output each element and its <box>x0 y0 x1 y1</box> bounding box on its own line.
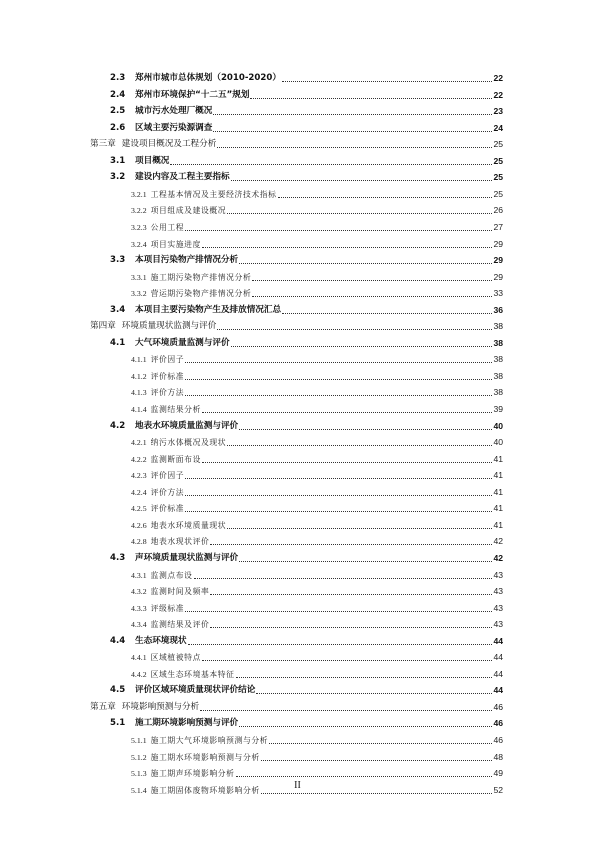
toc-entry[interactable] <box>131 749 503 763</box>
toc-entry-title: 评价方法 <box>150 487 185 497</box>
toc-entry-title: 施工期污染物产排情况分析 <box>150 272 252 282</box>
toc-entry-number: 第三章 <box>90 139 116 150</box>
toc-entry-title: 评价区域环境质量现状评价结论 <box>135 685 256 696</box>
toc-entry-title: 郑州市城市总体规划（2010-2020） <box>135 73 281 83</box>
dot-leader <box>269 743 492 744</box>
toc-entry-title: 建设项目概况及工程分析 <box>121 139 217 150</box>
toc-entry-number: 4.3 <box>110 552 126 563</box>
toc-entry-page: 39 <box>493 404 503 414</box>
toc-entry-number: 4.2.6 <box>131 520 147 530</box>
toc-entry[interactable] <box>131 583 503 597</box>
toc-entry[interactable] <box>131 269 503 283</box>
toc-entry-number: 4.2.5 <box>131 504 147 514</box>
dot-leader <box>252 280 492 281</box>
toc-entry[interactable] <box>131 186 503 200</box>
dot-leader <box>202 247 492 248</box>
toc-entry-page: 25 <box>493 188 503 199</box>
toc-entry-number: 4.1.2 <box>131 371 147 381</box>
toc-entry-number: 2.3 <box>110 73 126 83</box>
toc-entry[interactable] <box>110 120 503 134</box>
toc-entry-number: 2.6 <box>110 122 126 133</box>
dot-leader <box>202 412 492 413</box>
toc-entry[interactable] <box>110 550 503 564</box>
toc-entry[interactable] <box>131 666 503 680</box>
toc-entry-page: 29 <box>493 255 503 266</box>
toc-entry[interactable] <box>131 384 503 398</box>
toc-entry[interactable] <box>131 517 503 531</box>
toc-entry-number: 4.3.3 <box>131 603 147 613</box>
dot-leader <box>170 164 492 165</box>
toc-entry-number: 3.2.3 <box>131 222 147 232</box>
toc-entry-page: 25 <box>493 155 503 166</box>
dot-leader <box>239 263 492 264</box>
toc-entry[interactable] <box>131 451 503 465</box>
toc-entry[interactable] <box>131 351 503 365</box>
toc-entry-page: 33 <box>493 288 503 299</box>
toc-entry-title: 区域主要污染源调查 <box>135 122 213 133</box>
toc-entry-number: 4.4.1 <box>131 653 147 663</box>
toc-entry-number: 4.3.2 <box>131 587 147 597</box>
toc-entry[interactable] <box>131 533 503 547</box>
toc-entry-page: 26 <box>493 205 503 216</box>
toc-entry-page: 29 <box>493 271 503 282</box>
toc-entry-number: 3.3 <box>110 255 126 266</box>
toc-entry-page: 46 <box>493 735 503 745</box>
toc-entry-title: 评价标准 <box>150 504 185 514</box>
toc-entry[interactable] <box>90 699 503 713</box>
toc-entry-number: 4.1.1 <box>131 355 147 365</box>
toc-entry-title: 评价方法 <box>150 388 185 398</box>
toc-entry-title: 城市污水处理厂概况 <box>135 106 213 117</box>
toc-entry[interactable] <box>110 153 503 167</box>
toc-entry-title: 施工期声环境影响分析 <box>150 769 235 779</box>
toc-entry-number: 4.2.8 <box>131 537 147 547</box>
dot-leader <box>185 362 492 363</box>
toc-entry-title: 监测时间及频率 <box>150 587 210 597</box>
dot-leader <box>227 445 492 446</box>
toc-entry[interactable] <box>90 318 503 332</box>
toc-entry-title: 公用工程 <box>150 222 185 232</box>
dot-leader <box>185 511 492 512</box>
toc-entry-title: 纳污水体概况及现状 <box>150 438 227 448</box>
dot-leader <box>282 81 493 82</box>
toc-entry-title: 项目实施进度 <box>150 239 201 249</box>
toc-entry-number: 4.4 <box>110 635 126 646</box>
toc-entry[interactable] <box>131 401 503 415</box>
toc-entry-page: 42 <box>493 552 503 563</box>
dot-leader <box>231 346 493 347</box>
dot-leader <box>213 131 492 132</box>
toc-entry-title: 区域植被特点 <box>150 653 201 663</box>
toc-entry-page: 42 <box>493 536 503 547</box>
toc-entry-title: 评价因子 <box>150 471 185 481</box>
toc-entry[interactable] <box>131 236 503 250</box>
toc-entry-number: 3.2.2 <box>131 206 147 216</box>
toc-entry-number: 3.3.2 <box>131 289 147 299</box>
toc-entry-number: 4.2.4 <box>131 487 147 497</box>
toc-entry-page: 41 <box>493 470 503 481</box>
toc-entry[interactable] <box>110 252 503 266</box>
toc-entry-page: 25 <box>493 172 503 183</box>
dot-leader <box>185 379 492 380</box>
toc-entry-page: 38 <box>493 321 503 332</box>
toc-entry[interactable] <box>131 219 503 233</box>
toc-entry-page: 43 <box>493 602 503 613</box>
dot-leader <box>217 147 492 148</box>
toc-entry-title: 大气环境质量监测与评价 <box>135 337 230 348</box>
toc-entry-page: 44 <box>493 635 503 646</box>
toc-entry[interactable] <box>131 434 503 448</box>
dot-leader <box>252 296 492 297</box>
toc-entry-title: 工程基本情况及主要经济技术指标 <box>150 189 277 199</box>
toc-entry[interactable] <box>131 368 503 382</box>
toc-entry-page: 22 <box>493 89 503 100</box>
toc-entry-number: 4.5 <box>110 685 126 696</box>
toc-entry-number: 5.1.1 <box>131 736 147 745</box>
dot-leader <box>217 329 492 330</box>
dot-leader <box>239 429 492 430</box>
dot-leader <box>236 677 493 678</box>
toc-entry-title: 建设内容及工程主要指标 <box>135 172 230 183</box>
page-number: II <box>294 780 301 791</box>
toc-entry[interactable] <box>110 103 503 117</box>
dot-leader <box>227 528 492 529</box>
toc-entry-title: 本项目污染物产排情况分析 <box>135 255 239 266</box>
toc-entry[interactable] <box>110 418 503 432</box>
toc-entry[interactable] <box>90 136 503 150</box>
toc-entry[interactable] <box>131 616 503 630</box>
toc-entry-title: 生态环境现状 <box>135 635 187 646</box>
toc-entry-title: 施工期水环境影响预测与分析 <box>150 752 260 762</box>
toc-entry-page: 22 <box>493 73 503 83</box>
toc-entry-title: 监测断面布设 <box>150 454 201 464</box>
toc-entry-number: 4.4.2 <box>131 669 147 679</box>
toc-entry-number: 5.1.3 <box>131 769 147 779</box>
toc-entry-page: 41 <box>493 519 503 530</box>
toc-entry-page: 43 <box>493 569 503 580</box>
dot-leader <box>278 197 493 198</box>
toc-entry-number: 2.4 <box>110 89 126 100</box>
toc-entry-page: 43 <box>493 619 503 630</box>
toc-entry-page: 40 <box>493 420 503 431</box>
dot-leader <box>227 213 492 214</box>
dot-leader <box>282 313 492 314</box>
toc-entry-number: 5.1.4 <box>131 785 147 795</box>
toc-entry-page: 36 <box>493 304 503 315</box>
dot-leader <box>194 578 493 579</box>
toc-entry-title: 区域生态环境基本特征 <box>150 669 235 679</box>
toc-entry-number: 4.3.1 <box>131 570 147 580</box>
toc-entry-title: 地表水环境质量现状 <box>150 520 227 530</box>
dot-leader <box>185 495 492 496</box>
toc-entry-page: 24 <box>493 122 503 133</box>
toc-entry[interactable] <box>131 202 503 216</box>
toc-entry-number: 3.4 <box>110 304 126 315</box>
dot-leader <box>236 776 493 777</box>
toc-entry-number: 2.5 <box>110 106 126 117</box>
toc-entry[interactable] <box>110 302 503 316</box>
toc-entry[interactable] <box>110 70 503 84</box>
toc-entry-page: 44 <box>493 668 503 679</box>
toc-entry-page: 48 <box>493 751 503 762</box>
toc-entry[interactable] <box>131 285 503 299</box>
toc-entry-title: 声环境质量现状监测与评价 <box>135 552 239 563</box>
toc-entry-number: 4.2.1 <box>131 438 147 448</box>
toc-entry-page: 44 <box>493 685 503 696</box>
toc-entry-title: 地表水环境质量监测与评价 <box>135 420 239 431</box>
toc-entry-number: 第五章 <box>90 701 116 712</box>
toc-entry-number: 5.1.2 <box>131 752 147 762</box>
toc-entry-number: 第四章 <box>90 321 116 332</box>
toc-entry-number: 4.1 <box>110 337 126 348</box>
toc-entry-title: 施工期固体废物环境影响分析 <box>150 785 260 795</box>
toc-entry-page: 41 <box>493 453 503 464</box>
dot-leader <box>261 793 493 794</box>
dot-leader <box>210 627 492 628</box>
toc-entry-page: 29 <box>493 238 503 249</box>
toc-entry[interactable] <box>110 169 503 183</box>
toc-entry-title: 本项目主要污染物产生及排放情况汇总 <box>135 304 282 315</box>
dot-leader <box>210 544 492 545</box>
toc-entry-number: 3.2 <box>110 172 126 183</box>
dot-leader <box>188 644 493 645</box>
dot-leader <box>239 561 492 562</box>
toc-entry-title: 施工期环境影响预测与评价 <box>135 718 239 729</box>
toc-entry-page: 49 <box>493 768 503 779</box>
toc-entry[interactable] <box>110 682 503 696</box>
toc-entry[interactable] <box>110 87 503 101</box>
toc-entry-number: 4.2.2 <box>131 454 147 464</box>
dot-leader <box>239 726 492 727</box>
toc-entry-title: 监测结果分析 <box>150 405 201 414</box>
toc-entry-page: 40 <box>493 437 503 448</box>
dot-leader <box>250 98 492 99</box>
toc-entry-page: 46 <box>493 701 503 712</box>
toc-entry[interactable] <box>110 715 503 729</box>
toc-entry-page: 41 <box>493 503 503 514</box>
dot-leader <box>256 693 492 694</box>
toc-entry-title: 评价因子 <box>150 355 185 365</box>
toc-entry[interactable] <box>131 500 503 514</box>
dot-leader <box>185 230 492 231</box>
dot-leader <box>200 710 492 711</box>
toc-entry-page: 38 <box>493 370 503 381</box>
toc-entry-page: 25 <box>493 139 503 150</box>
toc-entry-number: 4.3.4 <box>131 620 147 630</box>
toc-entry-title: 评价标准 <box>150 371 185 381</box>
toc-entry-title: 施工期大气环境影响预测与分析 <box>150 736 269 745</box>
toc-entry-number: 4.2 <box>110 420 126 431</box>
toc-entry[interactable] <box>131 467 503 481</box>
toc-entry-title: 项目概况 <box>135 155 170 166</box>
toc-entry-page: 41 <box>493 486 503 497</box>
toc-entry-title: 监测点布设 <box>150 570 193 580</box>
dot-leader <box>185 611 492 612</box>
toc-entry-page: 38 <box>493 387 503 398</box>
toc-entry-page: 46 <box>493 718 503 729</box>
toc-entry-number: 3.1 <box>110 155 126 166</box>
toc-entry-page: 52 <box>493 784 503 795</box>
toc-entry-title: 环境影响预测与分析 <box>121 701 200 712</box>
toc-entry[interactable] <box>131 732 503 746</box>
toc-entry-number: 4.1.4 <box>131 405 147 414</box>
toc-entry-page: 44 <box>493 652 503 663</box>
toc-entry-title: 项目组成及建设概况 <box>150 206 227 216</box>
toc-entry-number: 3.2.1 <box>131 189 147 199</box>
dot-leader <box>185 478 492 479</box>
toc-entry-title: 郑州市环境保护“十二五”规划 <box>135 89 250 100</box>
toc-entry-title: 环境质量现状监测与评价 <box>121 321 217 332</box>
toc-entry-page: 38 <box>493 337 503 348</box>
dot-leader <box>185 395 492 396</box>
toc-entry-number: 3.2.4 <box>131 239 147 249</box>
toc-entry[interactable] <box>131 600 503 614</box>
toc-entry-number: 3.3.1 <box>131 272 147 282</box>
toc-entry[interactable] <box>131 765 503 779</box>
toc-entry-title: 监测结果及评价 <box>150 620 210 630</box>
toc-entry-title: 营运期污染物产排情况分析 <box>150 289 252 299</box>
toc-entry[interactable] <box>131 567 503 581</box>
toc-entry-page: 27 <box>493 221 503 232</box>
toc-entry-page: 38 <box>493 354 503 365</box>
toc-entry[interactable] <box>131 649 503 663</box>
toc-entry-title: 地表水现状评价 <box>150 537 210 547</box>
toc-entry-number: 4.2.3 <box>131 471 147 481</box>
toc-entry[interactable] <box>110 633 503 647</box>
dot-leader <box>202 462 492 463</box>
dot-leader <box>202 660 492 661</box>
toc-entry[interactable] <box>110 335 503 349</box>
toc-entry-number: 5.1 <box>110 718 126 729</box>
dot-leader <box>213 114 492 115</box>
toc-entry[interactable] <box>131 484 503 498</box>
toc-entry-title: 评级标准 <box>150 603 185 613</box>
dot-leader <box>261 760 493 761</box>
dot-leader <box>210 594 492 595</box>
dot-leader <box>231 180 493 181</box>
toc-entry-page: 23 <box>493 106 503 117</box>
toc-entry-number: 4.1.3 <box>131 388 147 398</box>
toc-entry-page: 43 <box>493 586 503 597</box>
